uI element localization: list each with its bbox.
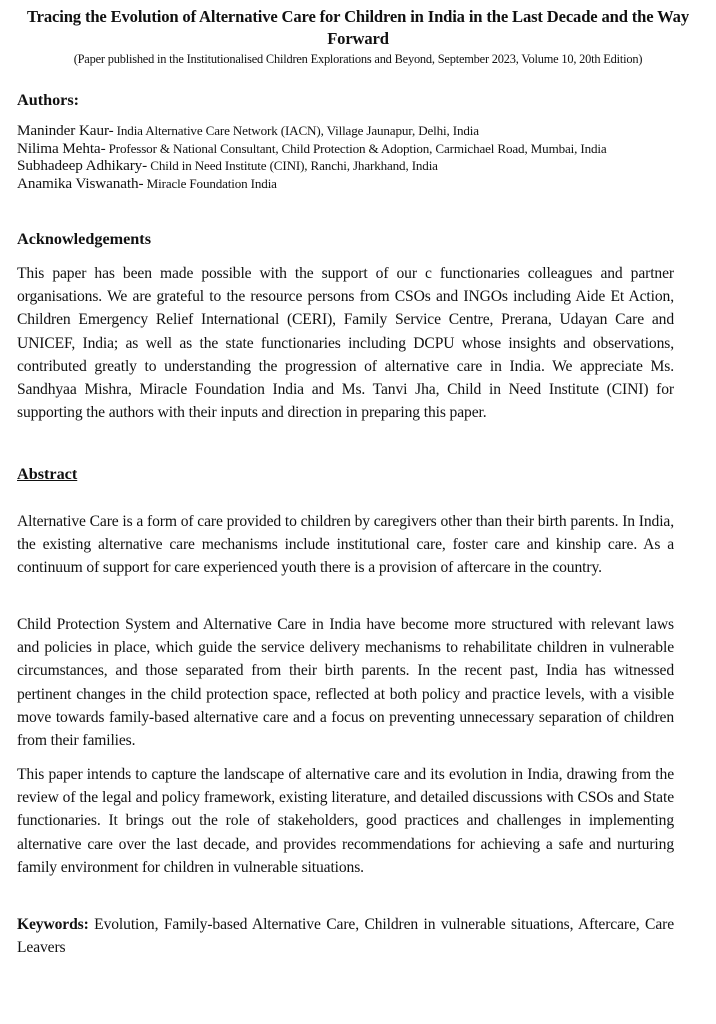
abstract-paragraph: Alternative Care is a form of care provided to children by caregivers other than their birth parents. In India, the existing alternative care mechanisms include institutional care, foster care and kinship care. As a continuum of support for care experienced youth there is a provision of aftercare in the country. — [17, 513, 674, 577]
author-affiliation: Miracle Foundation India — [143, 175, 277, 191]
acknowledgements-text: This paper has been made possible with the support of our c functionaries colleagues and partner organisations. We are grateful to the resource persons from CSOs and INGOs including Aide Et Action, Children Emergency Relief International (CERI), Family Service Centre, Prerana, Udayan Care and UNICEF, India; as well as the state functionaries including DCPU whose insights and observations, contributed greatly to understanding the progression of alternative care in India. We appreciate Ms. Sandhyaa Mishra, Miracle Foundation India and Ms. Tanvi Jha, Child in Need Institute (CINI) for supporting the authors with their inputs and direction in preparing this paper. — [17, 265, 674, 422]
keywords-line — [17, 913, 674, 959]
keywords-label: Keywords: — [17, 916, 89, 933]
author-entry — [17, 122, 677, 140]
abstract-paragraph: This paper intends to capture the landscape of alternative care and its evolution in India, drawing from the review of the legal and policy framework, existing literature, and detailed discussions with CSOs and State functionaries. It brings out the role of stakeholders, good practices and challenges in implementing alternative care over the last decade, and provides recommendations for achieving a safe and nurturing family environment for children in vulnerable situations. — [17, 766, 674, 876]
authors-heading: Authors: — [17, 91, 80, 109]
authors-list — [17, 122, 677, 192]
publication-note: (Paper published in the Institutionalised Children Explorations and Beyond, September 2023, Volume 10, 20th Edition) — [73, 52, 643, 66]
author-entry — [17, 140, 677, 158]
author-name: Anamika Viswanath- — [17, 174, 144, 192]
author-name: Maninder Kaur- — [17, 122, 114, 139]
author-name: Nilima Mehta- — [17, 139, 106, 157]
keywords-text: Evolution, Family-based Alternative Care, Children in vulnerable situations, Aftercare, Care Leavers — [17, 916, 674, 957]
author-entry — [17, 175, 677, 193]
abstract-heading: Abstract — [17, 465, 78, 483]
author-affiliation: Child in Need Institute (CINI), Ranchi, Jharkhand, India — [147, 158, 438, 174]
author-affiliation: Professor & National Consultant, Child Protection & Adoption, Carmichael Road, Mumbai, India — [105, 140, 607, 156]
abstract-paragraph: Child Protection System and Alternative Care in India have become more structured with relevant laws and policies in place, which guide the service delivery mechanisms to rehabilitate children in vulnerable circumstances, and those separated from their birth parents. In the recent past, India has witnessed pertinent changes in the child protection space, reflected at both policy and practice levels, with a visible move towards family-based alternative care and a focus on preventing unnecessary separation of children from their families. — [17, 616, 674, 750]
author-affiliation: India Alternative Care Network (IACN), Village Jaunapur, Delhi, India — [113, 123, 479, 138]
author-name: Subhadeep Adhikary- — [17, 157, 148, 175]
acknowledgements-heading: Acknowledgements — [17, 230, 151, 248]
paper-title: Tracing the Evolution of Alternative Care for Children in India in the Last Decade and the Way Forward — [27, 7, 689, 48]
author-entry — [17, 157, 677, 175]
